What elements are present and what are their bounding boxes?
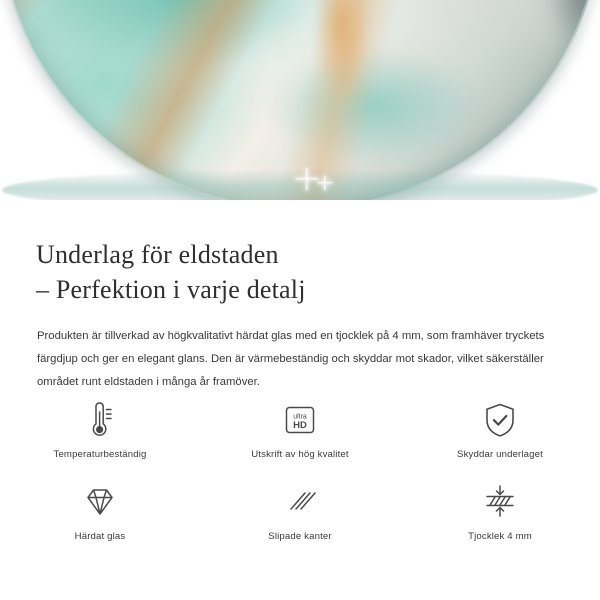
headline-line-1: Underlag för eldstaden (36, 240, 279, 269)
feature-grid (0, 400, 600, 558)
page-title (0, 200, 600, 308)
hero-image (0, 0, 600, 200)
feature-label: Tjocklek 4 mm (468, 531, 532, 542)
polished-edges-icon (281, 482, 319, 522)
feature-item-polished-edges (200, 482, 400, 558)
feature-item-thickness (400, 482, 600, 558)
feature-item-surface-protection (400, 400, 600, 476)
svg-text:HD: HD (293, 420, 307, 431)
feature-label: Temperaturbeständig (53, 449, 147, 460)
feature-label: Härdat glas (74, 531, 126, 542)
description-paragraph: Produkten är tillverkad av högkvalitativt härdat glas med en tjocklek på 4 mm, som framhäver tryckets färgdjup och ger en elegant glans. Den är värmebeständig och skyddar mot skador, vilket säkerställer området runt eldstaden i många år framöver. (37, 329, 545, 388)
svg-text:ultra: ultra (293, 413, 307, 421)
ultra-hd-icon (281, 400, 319, 440)
feature-item-tempered-glass (0, 482, 200, 558)
feature-label: Skyddar underlaget (457, 449, 543, 460)
headline-line-2: – Perfektion i varje detalj (36, 274, 306, 304)
feature-label: Utskrift av hög kvalitet (251, 449, 349, 460)
shield-check-icon (482, 400, 518, 440)
text-content (0, 200, 600, 394)
diamond-icon (80, 482, 120, 522)
thermometer-icon (83, 400, 117, 440)
feature-label: Slipade kanter (268, 531, 332, 542)
thickness-icon (480, 482, 520, 522)
feature-item-print-quality (200, 400, 400, 476)
feature-item-temperature (0, 400, 200, 476)
